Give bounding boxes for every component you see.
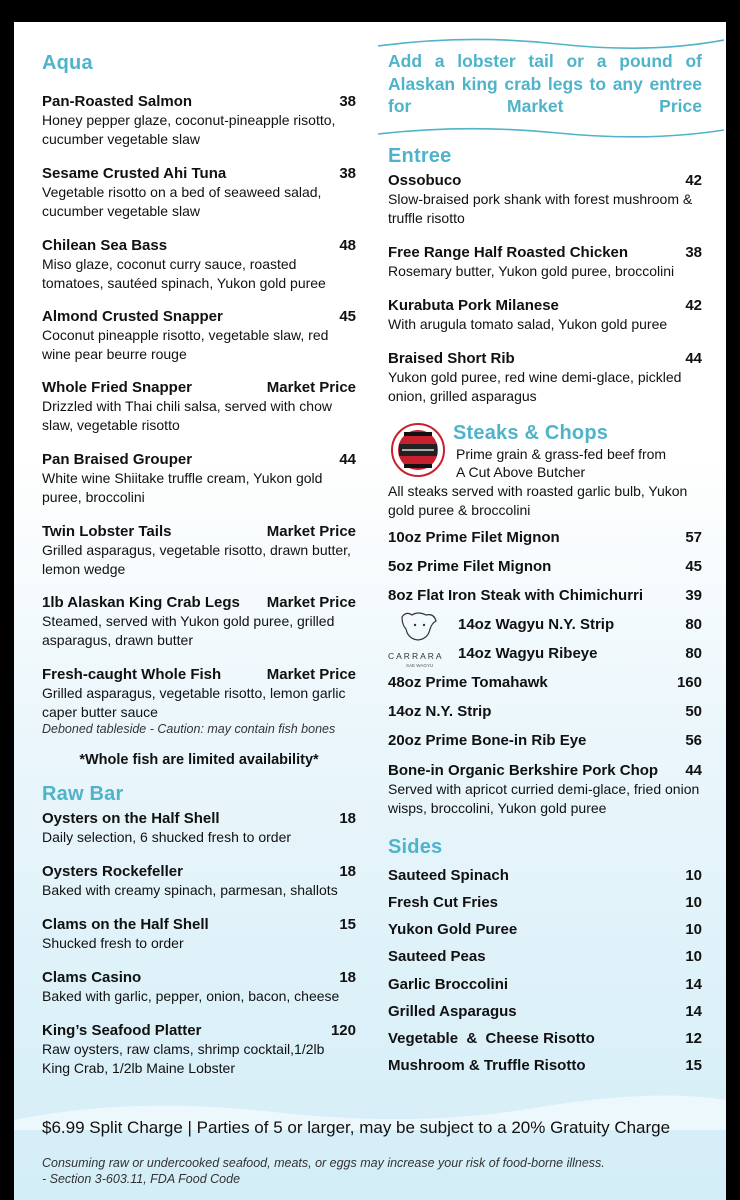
item-name: Grilled Asparagus bbox=[388, 1003, 517, 1020]
item-description: Baked with garlic, pepper, onion, bacon, cheese bbox=[42, 988, 340, 1004]
item-price: 120 bbox=[330, 1022, 356, 1039]
food-safety-warning bbox=[42, 1155, 605, 1187]
steak-item bbox=[458, 616, 702, 633]
item-name: Fresh Cut Fries bbox=[388, 894, 499, 911]
item-name: 14oz Wagyu N.Y. Strip bbox=[458, 616, 615, 633]
item-name: Yukon Gold Puree bbox=[388, 921, 518, 938]
item-description: With arugula tomato salad, Yukon gold puree bbox=[388, 316, 668, 332]
item-description: Daily selection, 6 shucked fresh to order bbox=[42, 829, 292, 845]
menu-item-clams-casino bbox=[42, 968, 356, 1006]
item-description: Drizzled with Thai chili salsa, served with chow slaw, vegetable risotto bbox=[42, 398, 332, 433]
item-description: Raw oysters, raw clams, shrimp cocktail,1/2lb King Crab, 1/2lb Maine Lobster bbox=[42, 1041, 325, 1076]
item-price: 39 bbox=[685, 587, 702, 604]
item-price: 10 bbox=[685, 867, 702, 884]
item-description: Shucked fresh to order bbox=[42, 935, 184, 951]
item-description: Served with apricot curried demi-glace, fried onion wisps, broccolini, Yukon gold puree bbox=[388, 781, 700, 816]
steak-item bbox=[388, 587, 702, 604]
item-price: 80 bbox=[685, 616, 702, 633]
entree-section-title: Entree bbox=[388, 145, 452, 167]
side-item bbox=[388, 976, 702, 993]
side-item bbox=[388, 867, 702, 884]
side-item bbox=[388, 1057, 702, 1074]
menu-item-pork-milanese bbox=[388, 296, 702, 334]
item-price: 15 bbox=[339, 916, 356, 933]
item-price: 48 bbox=[339, 237, 356, 254]
item-name: 14oz N.Y. Strip bbox=[388, 703, 492, 720]
item-name: Whole Fried Snapper bbox=[42, 379, 193, 396]
item-price: 38 bbox=[339, 165, 356, 182]
a-cut-above-logo bbox=[390, 422, 446, 478]
item-name: Vegetable & Cheese Risotto bbox=[388, 1030, 595, 1047]
item-name: Free Range Half Roasted Chicken bbox=[388, 244, 629, 261]
promo-wave-bottom bbox=[378, 124, 724, 140]
item-name: 14oz Wagyu Ribeye bbox=[458, 645, 598, 662]
item-name: 1lb Alaskan King Crab Legs bbox=[42, 594, 240, 611]
raw-bar-section-title: Raw Bar bbox=[42, 783, 124, 805]
menu-item-oysters-rockefeller bbox=[42, 862, 356, 900]
menu-item-pan-roasted-salmon bbox=[42, 92, 356, 148]
item-price: 18 bbox=[339, 810, 356, 827]
item-name: King’s Seafood Platter bbox=[42, 1022, 202, 1039]
steak-item bbox=[458, 645, 702, 662]
item-price: 57 bbox=[685, 529, 702, 546]
item-price: 10 bbox=[685, 948, 702, 965]
item-description: Vegetable risotto on a bed of seaweed salad, cucumber vegetable slaw bbox=[42, 184, 322, 219]
menu-item-roasted-chicken bbox=[388, 243, 702, 281]
aqua-section-title: Aqua bbox=[42, 52, 93, 74]
menu-item-almond-crusted-snapper bbox=[42, 307, 356, 363]
item-price: Market Price bbox=[266, 379, 356, 396]
food-safety-warning-line2: - Section 3-603.11, FDA Food Code bbox=[42, 1172, 241, 1186]
menu-item-oysters-half-shell bbox=[42, 809, 356, 847]
item-description: Yukon gold puree, red wine demi-glace, pickled onion, grilled asparagus bbox=[388, 369, 682, 404]
steaks-intro-line3: All steaks served with roasted garlic bulb, Yukon gold puree & broccolini bbox=[388, 483, 688, 518]
steak-item bbox=[388, 529, 702, 546]
item-price: 56 bbox=[685, 732, 702, 749]
item-name: Pan Braised Grouper bbox=[42, 451, 193, 468]
item-price: 50 bbox=[685, 703, 702, 720]
item-name: Twin Lobster Tails bbox=[42, 523, 172, 540]
sides-section-title: Sides bbox=[388, 836, 443, 858]
menu-item-whole-fried-snapper bbox=[42, 378, 356, 434]
window-frame-top bbox=[0, 0, 740, 22]
item-description: Grilled asparagus, vegetable risotto, drawn butter, lemon wedge bbox=[42, 542, 351, 577]
item-name: Sauteed Spinach bbox=[388, 867, 509, 884]
item-price: Market Price bbox=[266, 666, 356, 683]
menu-item-king-crab-legs bbox=[42, 593, 356, 649]
menu-item-seafood-platter bbox=[42, 1021, 356, 1077]
menu-item-twin-lobster-tails bbox=[42, 522, 356, 578]
split-charge-notice: $6.99 Split Charge | Parties of 5 or larger, may be subject to a 20% Gratuity Charge bbox=[42, 1118, 671, 1137]
food-safety-warning-line1: Consuming raw or undercooked seafood, meats, or eggs may increase your risk of food-borne illness. bbox=[42, 1156, 605, 1170]
steak-item bbox=[388, 732, 702, 749]
item-name: Clams on the Half Shell bbox=[42, 916, 209, 933]
side-item bbox=[388, 948, 702, 965]
item-name: 48oz Prime Tomahawk bbox=[388, 674, 548, 691]
item-price: 10 bbox=[685, 894, 702, 911]
item-name: Oysters on the Half Shell bbox=[42, 810, 220, 827]
carrara-bull-logo bbox=[396, 609, 440, 643]
item-price: 160 bbox=[676, 674, 702, 691]
menu-item-pork-chop bbox=[388, 761, 702, 817]
deboned-note: Deboned tableside - Caution: may contain fish bones bbox=[42, 722, 336, 736]
steak-item bbox=[388, 674, 702, 691]
item-price: 10 bbox=[685, 921, 702, 938]
item-price: 14 bbox=[685, 976, 702, 993]
item-name: Almond Crusted Snapper bbox=[42, 308, 223, 325]
item-name: 20oz Prime Bone-in Rib Eye bbox=[388, 732, 587, 749]
item-price: 18 bbox=[339, 969, 356, 986]
item-name: Garlic Broccolini bbox=[388, 976, 509, 993]
item-description: Steamed, served with Yukon gold puree, grilled asparagus, drawn butter bbox=[42, 613, 335, 648]
item-name: Sauteed Peas bbox=[388, 948, 486, 965]
steaks-intro-line1: Prime grain & grass-fed beef from bbox=[456, 446, 667, 462]
item-name: 10oz Prime Filet Mignon bbox=[388, 529, 560, 546]
side-item bbox=[388, 921, 702, 938]
steaks-intro-line2: A Cut Above Butcher bbox=[456, 464, 586, 480]
item-price: 18 bbox=[339, 863, 356, 880]
item-description: Honey pepper glaze, coconut-pineapple risotto, cucumber vegetable slaw bbox=[42, 112, 336, 147]
menu-item-whole-fish bbox=[42, 665, 356, 721]
item-description: Baked with creamy spinach, parmesan, shallots bbox=[42, 882, 338, 898]
steaks-section-title: Steaks & Chops bbox=[453, 422, 609, 444]
item-name: Kurabuta Pork Milanese bbox=[388, 297, 559, 314]
item-name: Pan-Roasted Salmon bbox=[42, 93, 193, 110]
item-price: 38 bbox=[339, 93, 356, 110]
window-frame-right bbox=[726, 0, 740, 1200]
item-price: 42 bbox=[685, 297, 702, 314]
side-item bbox=[388, 1030, 702, 1047]
menu-item-chilean-sea-bass bbox=[42, 236, 356, 292]
carrara-logo-subtext: SAE WAGYU bbox=[406, 663, 434, 668]
item-name: Bone-in Organic Berkshire Pork Chop bbox=[388, 762, 659, 779]
item-price: 44 bbox=[339, 451, 356, 468]
item-price: 15 bbox=[685, 1057, 702, 1074]
side-item bbox=[388, 894, 702, 911]
item-price: 44 bbox=[685, 762, 702, 779]
item-name: 8oz Flat Iron Steak with Chimichurri bbox=[388, 587, 644, 604]
item-price: 45 bbox=[339, 308, 356, 325]
item-name: Oysters Rockefeller bbox=[42, 863, 183, 880]
window-frame-left bbox=[0, 0, 14, 1200]
item-name: Chilean Sea Bass bbox=[42, 237, 168, 254]
steak-item bbox=[388, 558, 702, 575]
carrara-logo-text: CARRARA bbox=[388, 651, 444, 661]
item-description: Slow-braised pork shank with forest mushroom & truffle risotto bbox=[388, 191, 693, 226]
item-description: Grilled asparagus, vegetable risotto, lemon garlic caper butter sauce bbox=[42, 685, 346, 720]
menu-item-braised-short-rib bbox=[388, 349, 702, 405]
promo-banner: Add a lobster tail or a pound of Alaskan king crab legs to any entree for Market Price bbox=[388, 51, 702, 116]
item-name: Braised Short Rib bbox=[388, 350, 515, 367]
item-name: Ossobuco bbox=[388, 172, 462, 189]
item-price: Market Price bbox=[266, 523, 356, 540]
item-price: Market Price bbox=[266, 594, 356, 611]
item-description: Miso glaze, coconut curry sauce, roasted tomatoes, sautéed spinach, Yukon gold puree bbox=[42, 256, 326, 291]
item-description: Rosemary butter, Yukon gold puree, broccolini bbox=[388, 263, 675, 279]
item-description: Coconut pineapple risotto, vegetable slaw, red wine pear beurre rouge bbox=[42, 327, 329, 362]
menu-item-clams-half-shell bbox=[42, 915, 356, 953]
side-item bbox=[388, 1003, 702, 1020]
item-price: 38 bbox=[685, 244, 702, 261]
item-name: Clams Casino bbox=[42, 969, 142, 986]
item-price: 12 bbox=[685, 1030, 702, 1047]
item-price: 14 bbox=[685, 1003, 702, 1020]
item-name: 5oz Prime Filet Mignon bbox=[388, 558, 552, 575]
whole-fish-availability-note: *Whole fish are limited availability* bbox=[79, 752, 319, 768]
menu-item-ossobuco bbox=[388, 171, 702, 227]
item-name: Sesame Crusted Ahi Tuna bbox=[42, 165, 227, 182]
item-price: 42 bbox=[685, 172, 702, 189]
item-name: Fresh-caught Whole Fish bbox=[42, 666, 222, 683]
item-price: 45 bbox=[685, 558, 702, 575]
item-description: White wine Shiitake truffle cream, Yukon gold puree, broccolini bbox=[42, 470, 323, 505]
item-price: 44 bbox=[685, 350, 702, 367]
item-name: Mushroom & Truffle Risotto bbox=[388, 1057, 586, 1074]
menu-item-pan-braised-grouper bbox=[42, 450, 356, 506]
steak-item bbox=[388, 703, 702, 720]
menu-item-ahi-tuna bbox=[42, 164, 356, 220]
item-price: 80 bbox=[685, 645, 702, 662]
